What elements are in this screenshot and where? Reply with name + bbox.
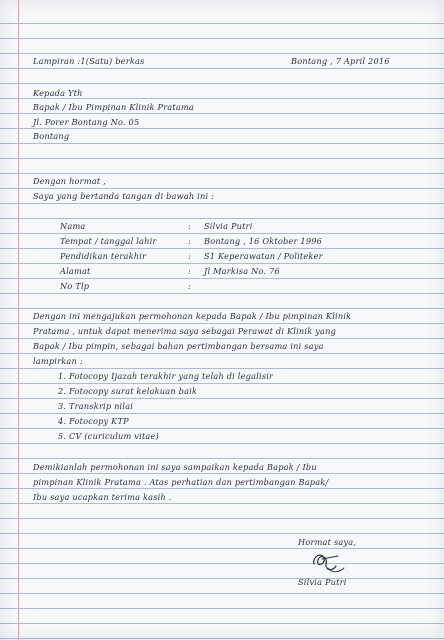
signer-name: Silvia Putri [298, 577, 347, 587]
body-line-2: Pratama , untuk dapat menerima saya sebagai Perawat di Klinik yang [33, 326, 337, 336]
body-line-1: Dengan ini mengajukan permohonan kepada Bapak / Ibu pimpinan Klinik [33, 311, 352, 321]
identity-value-education: S1 Keperawatan / Politeker [204, 251, 323, 261]
identity-colon: : [188, 266, 191, 276]
identity-colon: : [188, 221, 191, 231]
identity-label-address: Alamat [60, 266, 91, 276]
greeting: Dengan hormat , [33, 176, 106, 186]
handwritten-signature [308, 550, 348, 576]
closing-line-2: pimpinan Klinik Pratama . Atas perhatian dan pertimbangan Bapak/ [33, 477, 329, 487]
recipient-line-1: Kepada Yth [33, 88, 83, 98]
identity-colon: : [188, 236, 191, 246]
attachment-item: 4. Fotocopy KTP [58, 416, 129, 426]
attachment-note: Lampiran :1(Satu) berkas [33, 56, 145, 66]
intro-line: Saya yang bertanda tangan di bawah ini : [33, 191, 215, 201]
identity-colon: : [188, 251, 191, 261]
recipient-line-3: Jl. Porer Bontang No. 05 [33, 117, 140, 127]
body-line-3: Bapak / Ibu pimpin, sebagai bahan pertimbangan bersama ini saya [33, 341, 324, 351]
margin-line [18, 0, 19, 640]
identity-label-education: Pendidikan terakhir [60, 251, 147, 261]
attachment-item: 5. CV (curiculum vitae) [58, 431, 159, 441]
identity-value-address: Jl Markisa No. 76 [204, 266, 280, 276]
body-line-4: lampirkan : [33, 356, 83, 366]
closing-line-1: Demikianlah permohonan ini saya sampaikan kepada Bapak / Ibu [33, 462, 317, 472]
identity-value-name: Silvia Putri [204, 221, 253, 231]
salutation: Hormat saya, [298, 537, 357, 547]
redacted-phone [212, 279, 262, 291]
identity-label-birth: Tempat / tanggal lahir [60, 236, 157, 246]
recipient-line-4: Bontang [33, 131, 70, 141]
identity-value-birth: Bontang , 16 Oktober 1996 [204, 236, 323, 246]
attachment-item: 2. Fotocopy surat kelakuan baik [58, 386, 198, 396]
recipient-line-2: Bapak / Ibu Pimpinan Klinik Pratama [33, 102, 195, 112]
attachment-item: 1. Fotocopy Ijazah terakhir yang telah di legalisir [58, 371, 274, 381]
identity-colon: : [188, 281, 191, 291]
attachment-item: 3. Transkrip nilai [58, 401, 134, 411]
closing-line-3: Ibu saya ucapkan terima kasih . [33, 492, 172, 502]
identity-label-name: Nama [60, 221, 86, 231]
identity-label-phone: No Tlp [60, 281, 90, 291]
letter-date: Bontang , 7 April 2016 [291, 56, 390, 66]
